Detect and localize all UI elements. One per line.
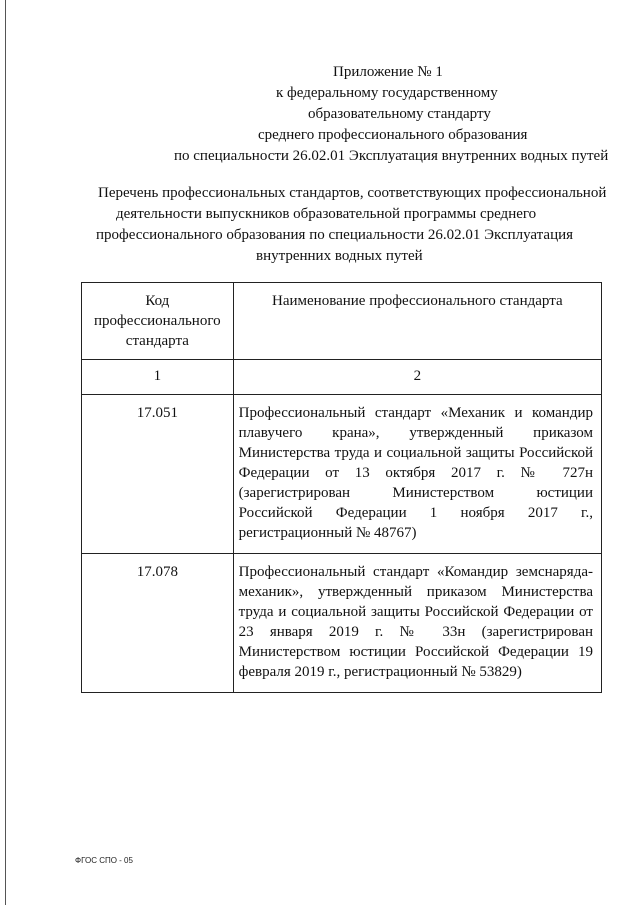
appendix-ref-line-4: по специальности 26.02.01 Эксплуатация внутренних водных путей: [174, 148, 609, 164]
column-number-2: 2: [233, 360, 601, 395]
title-line-3: профессионального образования по специальности 26.02.01 Эксплуатация: [96, 227, 574, 243]
appendix-ref-line-3: среднего профессионального образования: [258, 127, 528, 143]
header-name: Наименование профессионального стандарта: [233, 283, 601, 360]
header-code-line-3: стандарта: [125, 333, 189, 349]
table-row: [82, 395, 602, 554]
appendix-number: Приложение № 1: [333, 64, 443, 80]
title-line-2: деятельности выпускников образовательной программы среднего: [116, 206, 537, 222]
table-row: [82, 554, 602, 693]
column-number-row: [82, 360, 602, 395]
table-header-row: [82, 283, 602, 360]
document-title: [80, 183, 620, 267]
title-line-1: Перечень профессиональных стандартов, соответствующих профессиональной: [98, 185, 607, 201]
standard-description: Профессиональный стандарт «Механик и командир плавучего крана», утвержденный приказом Министерства труда и социальной защиты Российской Федерации от 13 октября 2017 г. № 727н (зарегистрирован Министерством юстиции Российской Федерации 1 ноября 2017 г., регистрационный № 48767): [233, 395, 601, 554]
header-code-line-1: Код: [145, 293, 170, 309]
header-code-line-2: профессионального: [94, 313, 221, 329]
appendix-ref-line-1: к федеральному государственному: [276, 85, 498, 101]
header-code: [82, 283, 234, 360]
appendix-header: [100, 62, 620, 167]
standard-description: Профессиональный стандарт «Командир земснаряда-механик», утвержденный приказом Министерства труда и социальной защиты Российской Федерации от 23 января 2019 г. № 33н (зарегистрирован Министерством юстиции Российской Федерации 19 февраля 2019 г., регистрационный № 53829): [233, 554, 601, 693]
page-edge-line: [5, 0, 6, 905]
appendix-ref-line-2: образовательному стандарту: [308, 106, 491, 122]
standards-table: [81, 282, 602, 693]
title-line-4: внутренних водных путей: [256, 248, 423, 264]
standard-code: 17.051: [82, 395, 234, 554]
standard-code: 17.078: [82, 554, 234, 693]
column-number-1: 1: [82, 360, 234, 395]
footer-label: ФГОС СПО - 05: [75, 856, 133, 865]
